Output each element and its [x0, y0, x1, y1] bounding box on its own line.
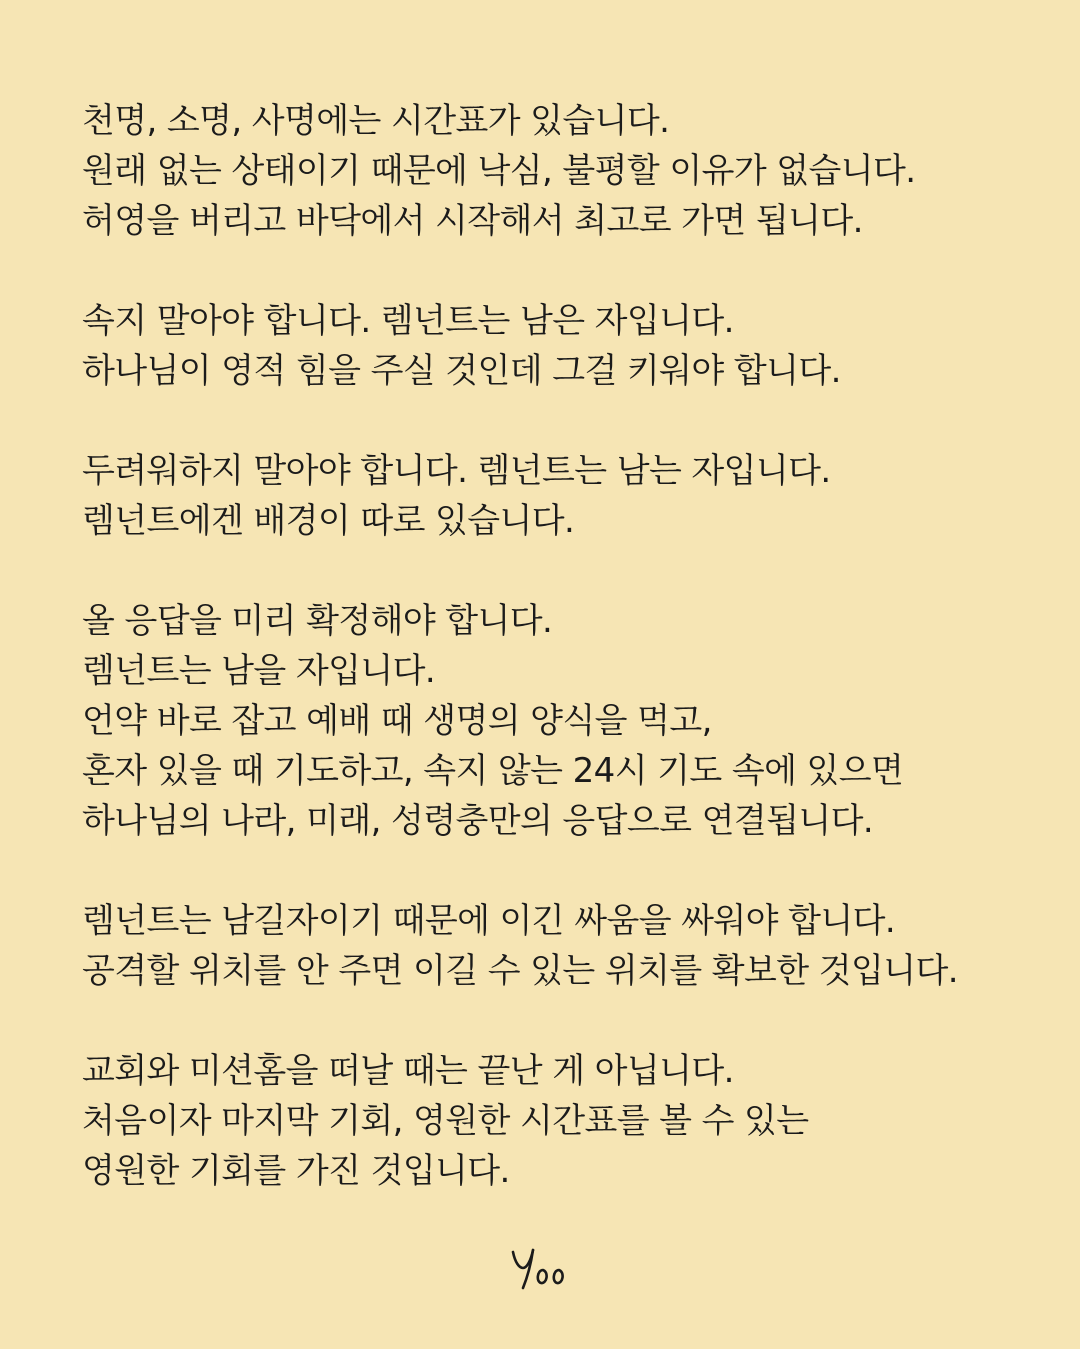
- paragraph-2: [82, 296, 1042, 396]
- text-line: 언약 바로 잡고 예배 때 생명의 양식을 먹고,: [82, 701, 712, 741]
- text-line: 공격할 위치를 안 주면 이길 수 있는 위치를 확보한 것입니다.: [82, 951, 958, 991]
- signature: [0, 1238, 1080, 1302]
- text-line: 렘넌트는 남을 자입니다.: [82, 651, 436, 691]
- text-line: 처음이자 마지막 기회, 영원한 시간표를 볼 수 있는: [82, 1101, 809, 1141]
- paragraph-3: [82, 446, 1042, 546]
- paragraph-1: [82, 96, 1042, 246]
- paragraph-6: [82, 1046, 1042, 1196]
- text-line: 두려워하지 말아야 합니다. 렘넌트는 남는 자입니다.: [82, 451, 831, 491]
- text-line: 영원한 기회를 가진 것입니다.: [82, 1151, 510, 1191]
- paragraph-4: [82, 596, 1042, 846]
- text-line: 교회와 미션홈을 떠날 때는 끝난 게 아닙니다.: [82, 1051, 734, 1091]
- message-text: [82, 96, 1042, 1196]
- text-line: 원래 없는 상태이기 때문에 낙심, 불평할 이유가 없습니다.: [82, 151, 916, 191]
- text-line: 허영을 버리고 바닥에서 시작해서 최고로 가면 됩니다.: [82, 201, 863, 241]
- signature-handwriting: [505, 1238, 575, 1298]
- text-line: 올 응답을 미리 확정해야 합니다.: [82, 601, 553, 641]
- paragraph-5: [82, 896, 1042, 996]
- text-line: 하나님의 나라, 미래, 성령충만의 응답으로 연결됩니다.: [82, 801, 874, 841]
- text-line: 속지 말아야 합니다. 렘넌트는 남은 자입니다.: [82, 301, 734, 341]
- text-line: 하나님이 영적 힘을 주실 것인데 그걸 키워야 합니다.: [82, 351, 841, 391]
- text-line: 렘넌트에겐 배경이 따로 있습니다.: [82, 501, 575, 541]
- text-line: 혼자 있을 때 기도하고, 속지 않는 24시 기도 속에 있으면: [82, 751, 904, 791]
- text-line: 렘넌트는 남길자이기 때문에 이긴 싸움을 싸워야 합니다.: [82, 901, 896, 941]
- text-line: 천명, 소명, 사명에는 시간표가 있습니다.: [82, 101, 670, 141]
